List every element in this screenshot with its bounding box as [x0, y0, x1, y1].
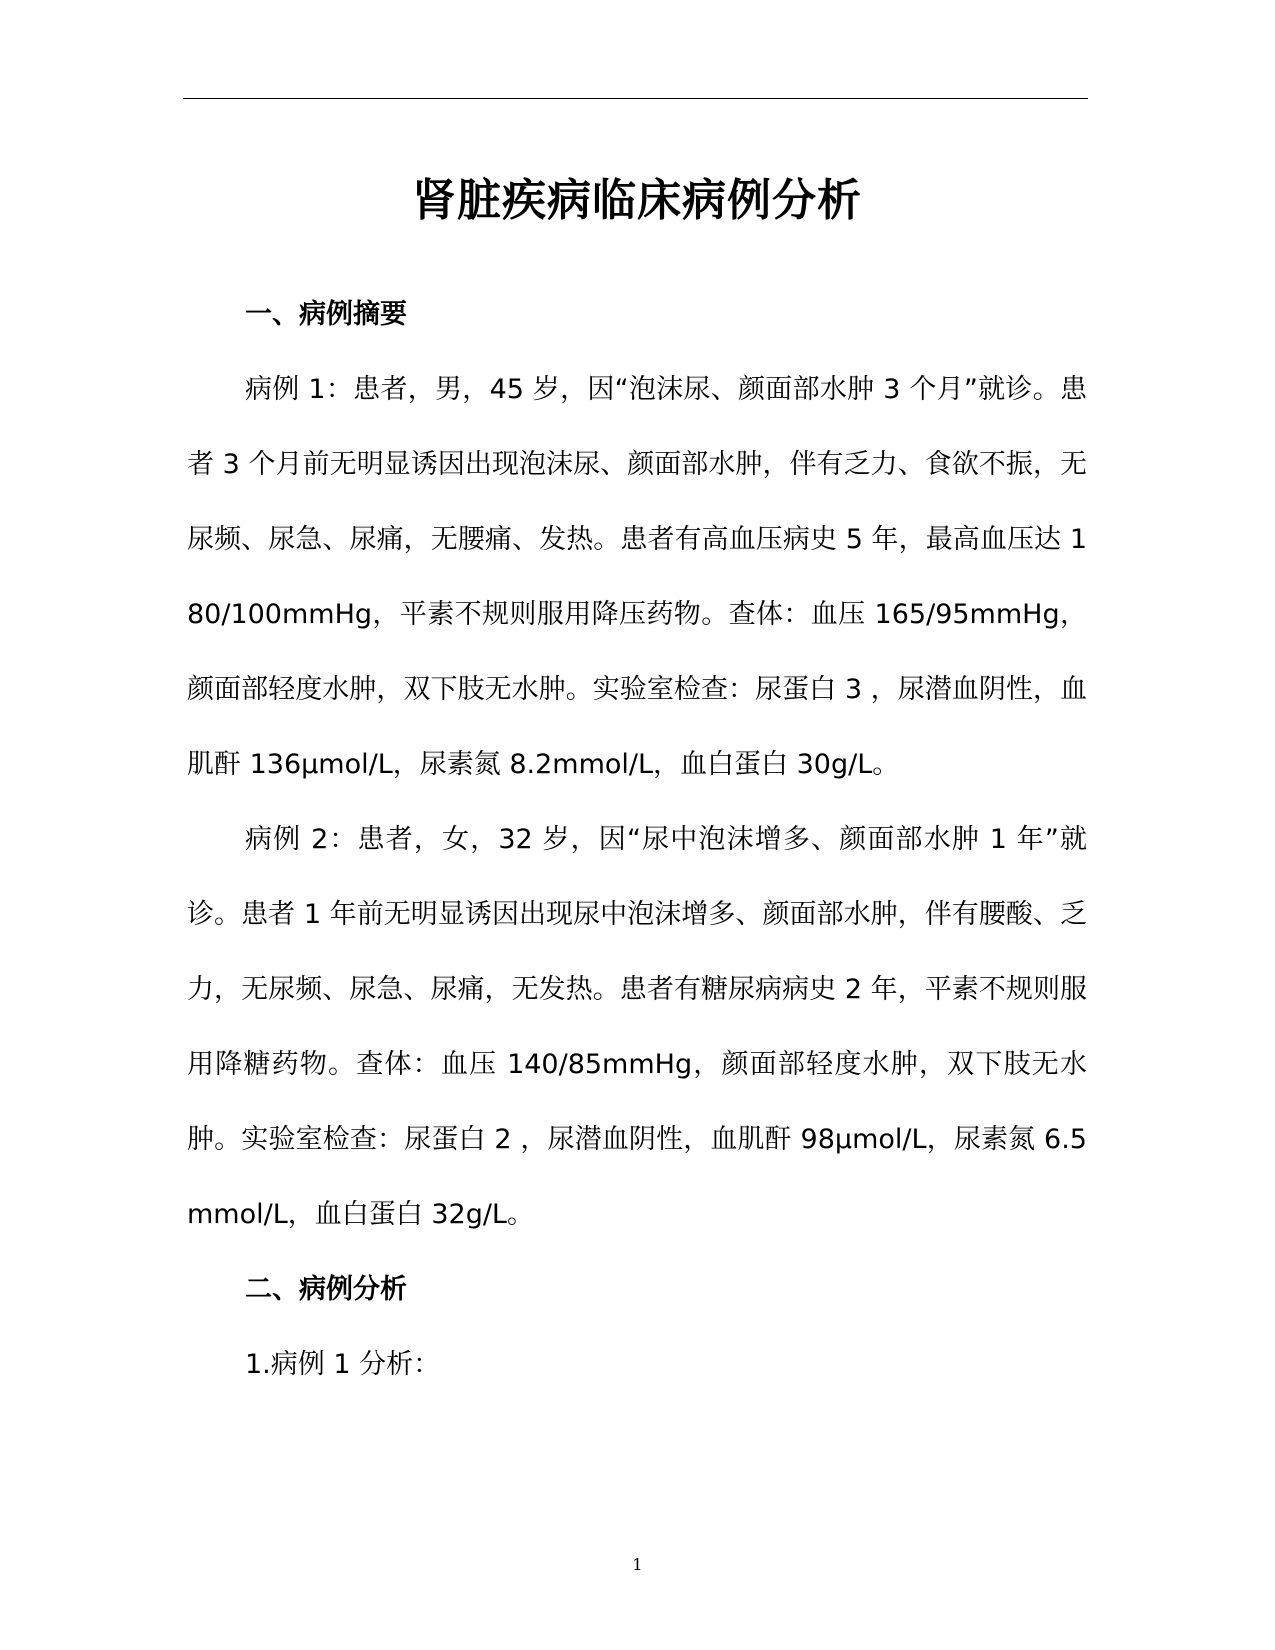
page-number: 1: [632, 1555, 643, 1574]
document-title: 肾脏疾病临床病例分析: [412, 175, 862, 226]
case-2-paragraph: 病例 2：患者，女，32 岁，因“尿中泡沫增多、颜面部水肿 1 年”就诊。患者 1 年前无明显诱因出现尿中泡沫增多、颜面部水肿，伴有腰酸、乏力，无尿频、尿急、尿痛，无发热。患者有糖尿病病史 2 年，平素不规则服用降糖药物。查体：血压 140/85mmHg，颜面部轻度水肿，双下肢无水肿。实验室检查：尿蛋白 2 ，尿潜血阴性，血肌酐 98μmol/L，尿素氮 6.5mmol/L，血白蛋白 32g/L。: [187, 824, 1087, 1230]
document-body: [187, 165, 1087, 1402]
case-1-analysis-heading: 1.病例 1 分析：: [245, 1349, 441, 1380]
section-heading-case-analysis: 二、病例分析: [245, 1274, 407, 1305]
case-1-paragraph: 病例 1：患者，男，45 岁，因“泡沫尿、颜面部水肿 3 个月”就诊。患者 3 个月前无明显诱因出现泡沫尿、颜面部水肿，伴有乏力、食欲不振，无尿频、尿急、尿痛，无腰痛、发热。患者有高血压病史 5 年，最高血压达 180/100mmHg，平素不规则服用降压药物。查体：血压 165/95mmHg，颜面部轻度水肿，双下肢无水肿。实验室检查：尿蛋白 3 ，尿潜血阴性，血肌酐 136μmol/L，尿素氮 8.2mmol/L，血白蛋白 30g/L。: [187, 374, 1087, 780]
header-rule: [183, 98, 1088, 99]
section-heading-case-summary: 一、病例摘要: [245, 299, 407, 330]
